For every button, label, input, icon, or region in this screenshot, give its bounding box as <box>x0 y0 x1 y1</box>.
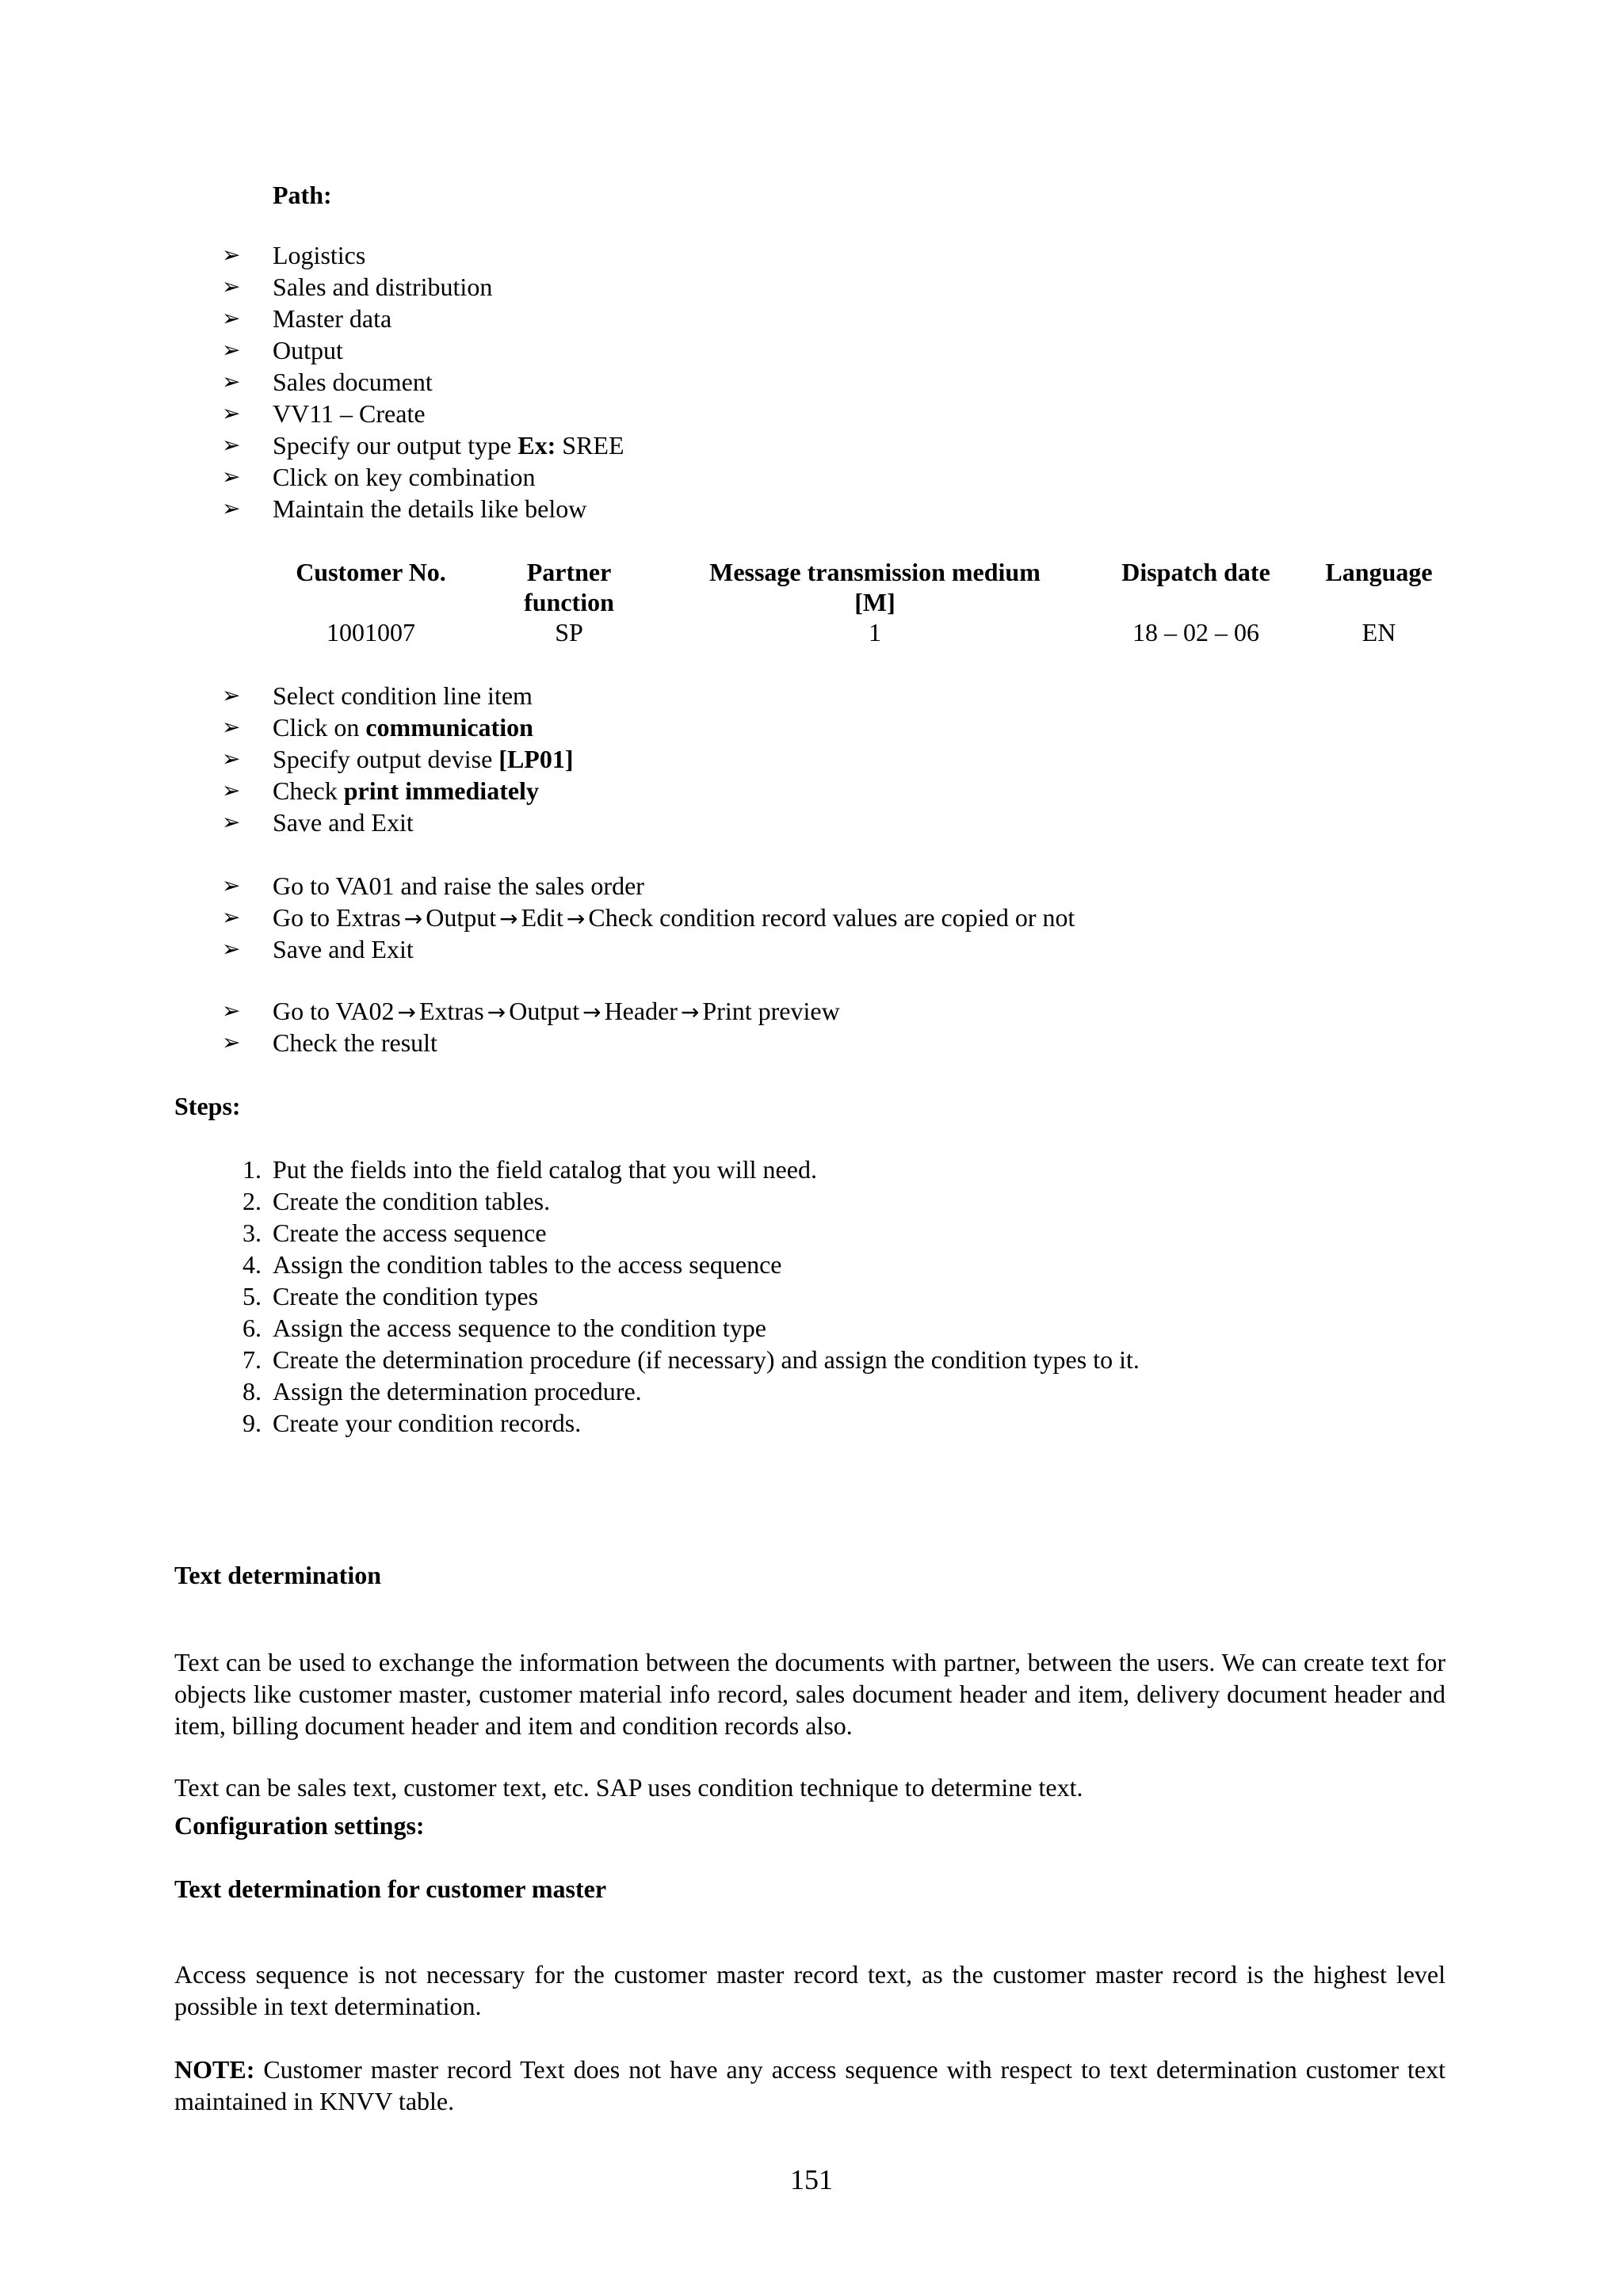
arrowhead-bullet-icon: ➢ <box>222 777 241 803</box>
details-column-header <box>273 557 469 617</box>
path-title: Path: <box>273 181 332 209</box>
step-text: Create the condition types <box>273 1282 539 1310</box>
step-number: 8. <box>242 1377 262 1405</box>
steps-title: Steps: <box>174 1092 241 1120</box>
page-number: 151 <box>790 2164 833 2195</box>
details-header-row <box>273 557 1447 617</box>
right-arrow-icon: → <box>487 999 506 1025</box>
va02-item-text: Header <box>604 997 678 1025</box>
condition-item <box>222 775 573 807</box>
path-item <box>222 398 624 429</box>
arrowhead-bullet-icon: ➢ <box>222 936 241 962</box>
step-text: Put the fields into the field catalog that you will need. <box>273 1155 817 1184</box>
va02-item-text: Check the result <box>273 1028 437 1057</box>
access-sequence-para: Access sequence is not necessary for the customer master record text, as the customer master record is the highest level possible in text determination. <box>174 1960 1445 2020</box>
arrowhead-bullet-icon: ➢ <box>222 997 241 1024</box>
va02-item-text: Extras <box>418 997 484 1025</box>
customer-master-heading: Text determination for customer master <box>174 1875 607 1903</box>
va01-item <box>222 933 1075 965</box>
path-item <box>222 461 624 493</box>
path-item <box>222 366 624 398</box>
step-item <box>242 1280 1140 1312</box>
details-cell: 1001007 <box>327 618 415 646</box>
arrowhead-bullet-icon: ➢ <box>222 495 241 521</box>
step-number: 2. <box>242 1187 262 1215</box>
condition-item <box>222 711 573 743</box>
note-para <box>174 2054 1445 2117</box>
va01-item-text: Save and Exit <box>273 935 414 963</box>
arrowhead-bullet-icon: ➢ <box>222 273 241 299</box>
steps-list <box>242 1154 1140 1439</box>
step-item <box>242 1407 1140 1439</box>
step-number: 5. <box>242 1282 262 1310</box>
path-list <box>222 239 624 524</box>
right-arrow-icon: → <box>499 906 518 932</box>
details-data-row <box>273 617 1447 647</box>
va02-item <box>222 1027 840 1058</box>
arrowhead-bullet-icon: ➢ <box>222 904 241 930</box>
condition-item-bold-text: communication <box>365 713 533 742</box>
header-line: Language <box>1325 558 1433 586</box>
condition-item-text: Select condition line item <box>273 681 533 710</box>
arrowhead-bullet-icon: ➢ <box>222 368 241 395</box>
step-item <box>242 1154 1140 1185</box>
arrowhead-bullet-icon: ➢ <box>222 872 241 898</box>
step-text: Create your condition records. <box>273 1409 582 1437</box>
va01-item-text: Edit <box>521 903 563 932</box>
step-item <box>242 1312 1140 1344</box>
arrowhead-bullet-icon: ➢ <box>222 1029 241 1055</box>
right-arrow-icon: → <box>403 906 423 932</box>
va01-item <box>222 870 1075 902</box>
arrowhead-bullet-icon: ➢ <box>222 400 241 426</box>
step-text: Create the condition tables. <box>273 1187 551 1215</box>
va01-item <box>222 902 1075 933</box>
step-item <box>242 1249 1140 1280</box>
path-item-text: Master data <box>273 304 392 333</box>
step-text: Create the determination procedure (if necessary) and assign the condition types to it. <box>273 1345 1140 1374</box>
va01-item-text: Go to Extras <box>273 903 401 932</box>
arrowhead-bullet-icon: ➢ <box>222 242 241 268</box>
details-cell: 18 – 02 – 06 <box>1132 618 1259 646</box>
va01-item-text: Check condition record values are copied or not <box>588 903 1075 932</box>
condition-item-text: Save and Exit <box>273 808 414 837</box>
condition-item <box>222 807 573 838</box>
path-item-text: Sales document <box>273 368 433 396</box>
step-text: Create the access sequence <box>273 1219 547 1247</box>
va01-list <box>222 870 1075 965</box>
path-item <box>222 271 624 303</box>
right-arrow-icon: → <box>566 906 586 932</box>
path-item-text: Click on key combination <box>273 463 536 491</box>
va02-item-text: Go to VA02 <box>273 997 395 1025</box>
step-item <box>242 1185 1140 1217</box>
condition-item-bold-text: print immediately <box>343 776 539 805</box>
right-arrow-icon: → <box>680 999 700 1025</box>
details-column-header <box>1081 557 1311 617</box>
details-column-header <box>469 557 669 617</box>
step-text: Assign the access sequence to the condition type <box>273 1314 766 1342</box>
step-number: 7. <box>242 1345 262 1374</box>
condition-list <box>222 680 574 838</box>
va02-item-text: Print preview <box>702 997 840 1025</box>
header-line: [M] <box>854 588 896 616</box>
path-item <box>222 239 624 271</box>
note-text: Customer master record Text does not have any access sequence with respect to text determination customer text maintained in KNVV table. <box>174 2055 1445 2115</box>
condition-item-text: Specify output devise <box>273 745 499 773</box>
step-number: 1. <box>242 1155 262 1184</box>
condition-item <box>222 680 573 711</box>
step-number: 6. <box>242 1314 262 1342</box>
step-number: 3. <box>242 1219 262 1247</box>
path-item <box>222 334 624 366</box>
va02-list <box>222 995 840 1058</box>
arrowhead-bullet-icon: ➢ <box>222 337 241 363</box>
condition-item <box>222 743 574 775</box>
path-item-text: Specify our output type <box>273 431 518 460</box>
arrowhead-bullet-icon: ➢ <box>222 714 241 740</box>
details-cell: EN <box>1361 618 1396 646</box>
header-line: Message transmission medium <box>709 558 1041 586</box>
step-number: 4. <box>242 1250 262 1279</box>
details-column-header <box>669 557 1081 617</box>
path-item-text: VV11 – Create <box>273 399 426 428</box>
step-text: Assign the determination procedure. <box>273 1377 642 1405</box>
arrowhead-bullet-icon: ➢ <box>222 682 241 708</box>
path-item-text: Sales and distribution <box>273 273 493 301</box>
details-cell: 1 <box>869 618 881 646</box>
header-line: Partner <box>526 558 612 586</box>
text-determination-para-2: Text can be sales text, customer text, etc. SAP uses condition technique to determine text. <box>174 1773 1083 1802</box>
va01-item-text: Go to VA01 and raise the sales order <box>273 871 644 900</box>
path-item-bold-text: Ex: <box>517 431 556 460</box>
va02-item <box>222 995 840 1027</box>
path-item <box>222 303 624 334</box>
header-line: Dispatch date <box>1121 558 1270 586</box>
path-item <box>222 429 624 461</box>
step-item <box>242 1217 1140 1249</box>
path-item-text: Maintain the details like below <box>273 494 587 523</box>
va02-item-text: Output <box>509 997 580 1025</box>
arrowhead-bullet-icon: ➢ <box>222 305 241 331</box>
arrowhead-bullet-icon: ➢ <box>222 809 241 835</box>
step-item <box>242 1375 1140 1407</box>
right-arrow-icon: → <box>582 999 601 1025</box>
text-determination-para-1: Text can be used to exchange the information between the documents with partner, between the users. We can create text for objects like customer master, customer material info record, sales document header and item, delivery document header and item, billing document header and item and condition records also. <box>174 1648 1445 1740</box>
details-column-header <box>1311 557 1447 617</box>
va01-item-text: Output <box>426 903 497 932</box>
step-item <box>242 1344 1140 1375</box>
path-item <box>222 493 624 524</box>
path-item-text: Output <box>273 336 343 364</box>
details-table <box>273 557 1447 647</box>
text-determination-heading: Text determination <box>174 1561 382 1589</box>
details-cell: SP <box>555 618 583 646</box>
step-text: Assign the condition tables to the access sequence <box>273 1250 782 1279</box>
arrowhead-bullet-icon: ➢ <box>222 432 241 458</box>
condition-item-bold-text: [LP01] <box>498 745 574 773</box>
right-arrow-icon: → <box>397 999 416 1025</box>
arrowhead-bullet-icon: ➢ <box>222 463 241 490</box>
configuration-settings-heading: Configuration settings: <box>174 1811 425 1840</box>
arrowhead-bullet-icon: ➢ <box>222 746 241 772</box>
condition-item-text: Click on <box>273 713 366 742</box>
header-line: function <box>524 588 614 616</box>
condition-item-text: Check <box>273 776 344 805</box>
path-item-text: SREE <box>556 431 624 460</box>
path-item-text: Logistics <box>273 241 366 269</box>
step-number: 9. <box>242 1409 262 1437</box>
note-label: NOTE: <box>174 2055 255 2084</box>
header-line: Customer No. <box>296 558 446 586</box>
